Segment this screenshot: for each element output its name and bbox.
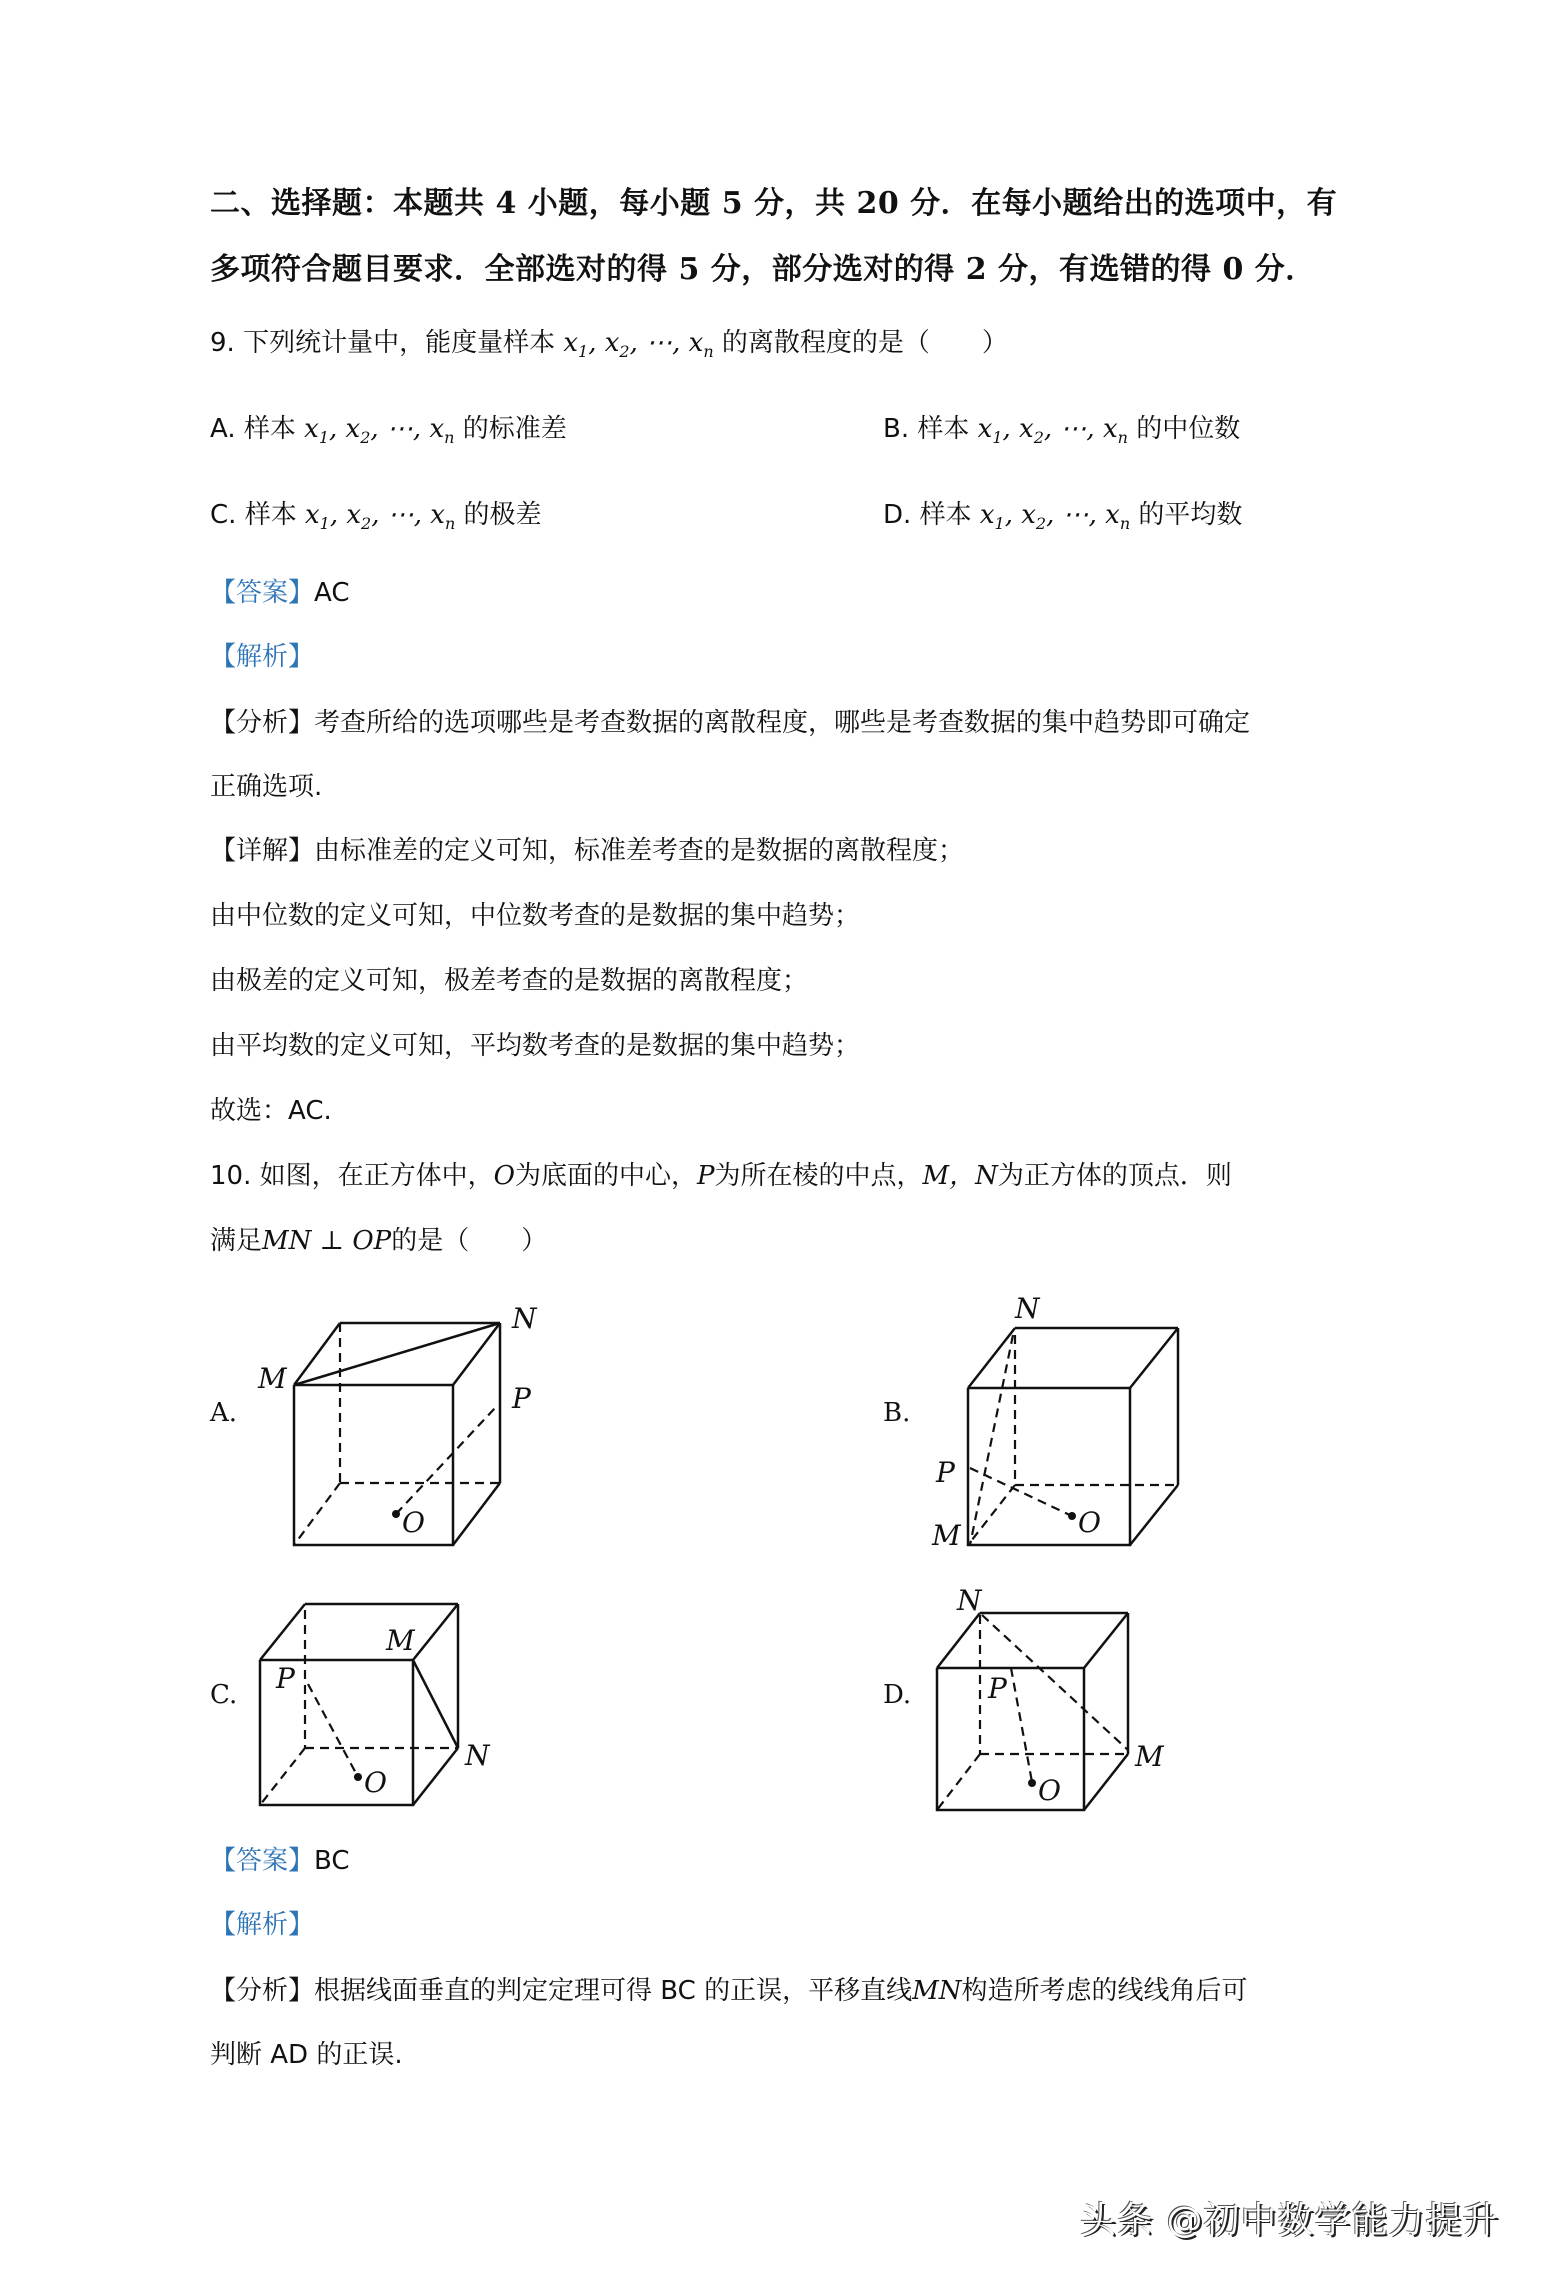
answer-label: 【答案】: [210, 578, 315, 608]
sample-expression: $x_1$, $x_2$, ⋯, $x_n$: [304, 414, 455, 448]
answer-value: BC: [314, 1846, 350, 1876]
answer-value: AC: [314, 578, 350, 608]
sample-expression: $x_1$, $x_2$, ⋯, $x_n$: [304, 500, 456, 534]
cube-figure-d: [860, 1570, 1240, 1820]
math-relation: MN ⊥ OP: [262, 1226, 392, 1256]
q9-conclusion: 故选：AC.: [210, 1096, 332, 1126]
section-heading-line2: 多项符合题目要求．全部选对的得 5 分，部分选对的得 2 分，有选错的得 0 分．: [210, 252, 1316, 287]
sample-expression: $x_1$, $x_2$, ⋯, $x_n$: [563, 328, 714, 362]
label-M: M: [1135, 1740, 1164, 1773]
cube-figure-a: [200, 1270, 580, 1560]
section-heading-line1: 二、选择题：本题共 4 小题，每小题 5 分，共 20 分．在每小题给出的选项中，有: [210, 186, 1338, 221]
option-text: 的平均数: [1138, 500, 1243, 530]
label-O: O: [402, 1506, 425, 1539]
math-symbol: P: [696, 1161, 715, 1191]
figure-d-letter: D.: [883, 1680, 912, 1710]
option-text: 的标准差: [462, 414, 567, 444]
label-M: M: [386, 1624, 415, 1657]
stem-text: 的是（ ）: [391, 1226, 548, 1256]
detail-label: 【详解】: [210, 836, 315, 866]
q9-analysis-label: 【解析】: [210, 642, 315, 672]
cube-figure-b: [860, 1270, 1240, 1560]
label-O: O: [364, 1766, 387, 1799]
fenxi-text: 构造所考虑的线线角后可: [961, 1976, 1248, 2006]
q9-option-b: [883, 408, 1240, 447]
option-text: 样本: [243, 414, 296, 444]
q9-fenxi-line2: 正确选项.: [210, 772, 323, 802]
label-N: N: [512, 1302, 537, 1335]
q9-answer: [210, 572, 350, 609]
fenxi-label: 【分析】: [210, 1976, 315, 2006]
detail-text: 由标准差的定义可知，标准差考查的是数据的离散程度；: [314, 836, 965, 866]
q9-fenxi: [210, 702, 1250, 739]
stem-text: 满足: [210, 1226, 263, 1256]
label-O: O: [1038, 1774, 1061, 1807]
option-text: 样本: [917, 414, 970, 444]
stem-text: 为底面的中心，: [514, 1161, 697, 1191]
option-letter: C.: [210, 500, 237, 530]
option-text: 样本: [919, 500, 972, 530]
question-number: 10.: [210, 1161, 252, 1191]
option-letter: A.: [210, 414, 236, 444]
q10-fenxi: [210, 1970, 1247, 2007]
question-number: 9.: [210, 328, 235, 358]
stem-text: 的离散程度的是（ ）: [721, 328, 1008, 358]
q9-option-a: [210, 408, 567, 447]
fenxi-label: 【分析】: [210, 708, 315, 738]
option-text: 的极差: [463, 500, 542, 530]
option-letter: D.: [883, 500, 912, 530]
answer-label: 【答案】: [210, 1846, 315, 1876]
label-M: M: [932, 1519, 961, 1552]
label-M: M: [258, 1362, 287, 1395]
option-text: 样本: [244, 500, 297, 530]
q10-fenxi-line2: 判断 AD 的正误.: [210, 2040, 403, 2070]
label-N: N: [465, 1739, 490, 1772]
figure-b-letter: B.: [883, 1398, 911, 1428]
q10-stem-line1: [210, 1155, 1232, 1192]
q9-option-c: [210, 494, 542, 533]
q9-option-d: [883, 494, 1242, 533]
math-symbol: O: [493, 1161, 515, 1191]
math-symbol: MN: [912, 1976, 962, 2006]
fenxi-text: 根据线面垂直的判定定理可得 BC 的正误，平移直线: [314, 1976, 913, 2006]
label-N: N: [957, 1584, 982, 1617]
label-P: P: [988, 1672, 1007, 1705]
label-N: N: [1015, 1292, 1040, 1325]
q9-detail-line: 由极差的定义可知，极差考查的是数据的离散程度；: [210, 966, 809, 996]
fenxi-text: 考查所给的选项哪些是考查数据的离散程度，哪些是考查数据的集中趋势即可确定: [314, 708, 1251, 738]
stem-text: 如图，在正方体中，: [259, 1161, 494, 1191]
label-P: P: [936, 1456, 955, 1489]
label-P: P: [276, 1662, 295, 1695]
stem-text: 为正方体的顶点．则: [997, 1161, 1232, 1191]
label-O: O: [1078, 1506, 1101, 1539]
figure-a-letter: A.: [210, 1398, 238, 1428]
stem-text: 为所在棱的中点，: [714, 1161, 923, 1191]
q9-detail: [210, 830, 964, 867]
q10-analysis-label: 【解析】: [210, 1910, 315, 1940]
q9-detail-line: 由平均数的定义可知，平均数考查的是数据的集中趋势；: [210, 1031, 861, 1061]
option-text: 的中位数: [1136, 414, 1241, 444]
q10-stem-line2: [210, 1220, 547, 1257]
math-symbol: M，N: [922, 1161, 998, 1191]
sample-expression: $x_1$, $x_2$, ⋯, $x_n$: [977, 414, 1128, 448]
figure-c-letter: C.: [210, 1680, 238, 1710]
option-letter: B.: [883, 414, 910, 444]
q9-stem: [210, 322, 1008, 361]
q10-answer: [210, 1840, 350, 1877]
stem-text: 下列统计量中，能度量样本: [243, 328, 556, 358]
sample-expression: $x_1$, $x_2$, ⋯, $x_n$: [979, 500, 1131, 534]
q9-detail-line: 由中位数的定义可知，中位数考查的是数据的集中趋势；: [210, 901, 861, 931]
label-P: P: [512, 1382, 531, 1415]
cube-figure-c: [200, 1570, 580, 1820]
watermark: 头条 @初中数学能力提升: [1080, 2200, 1500, 2241]
